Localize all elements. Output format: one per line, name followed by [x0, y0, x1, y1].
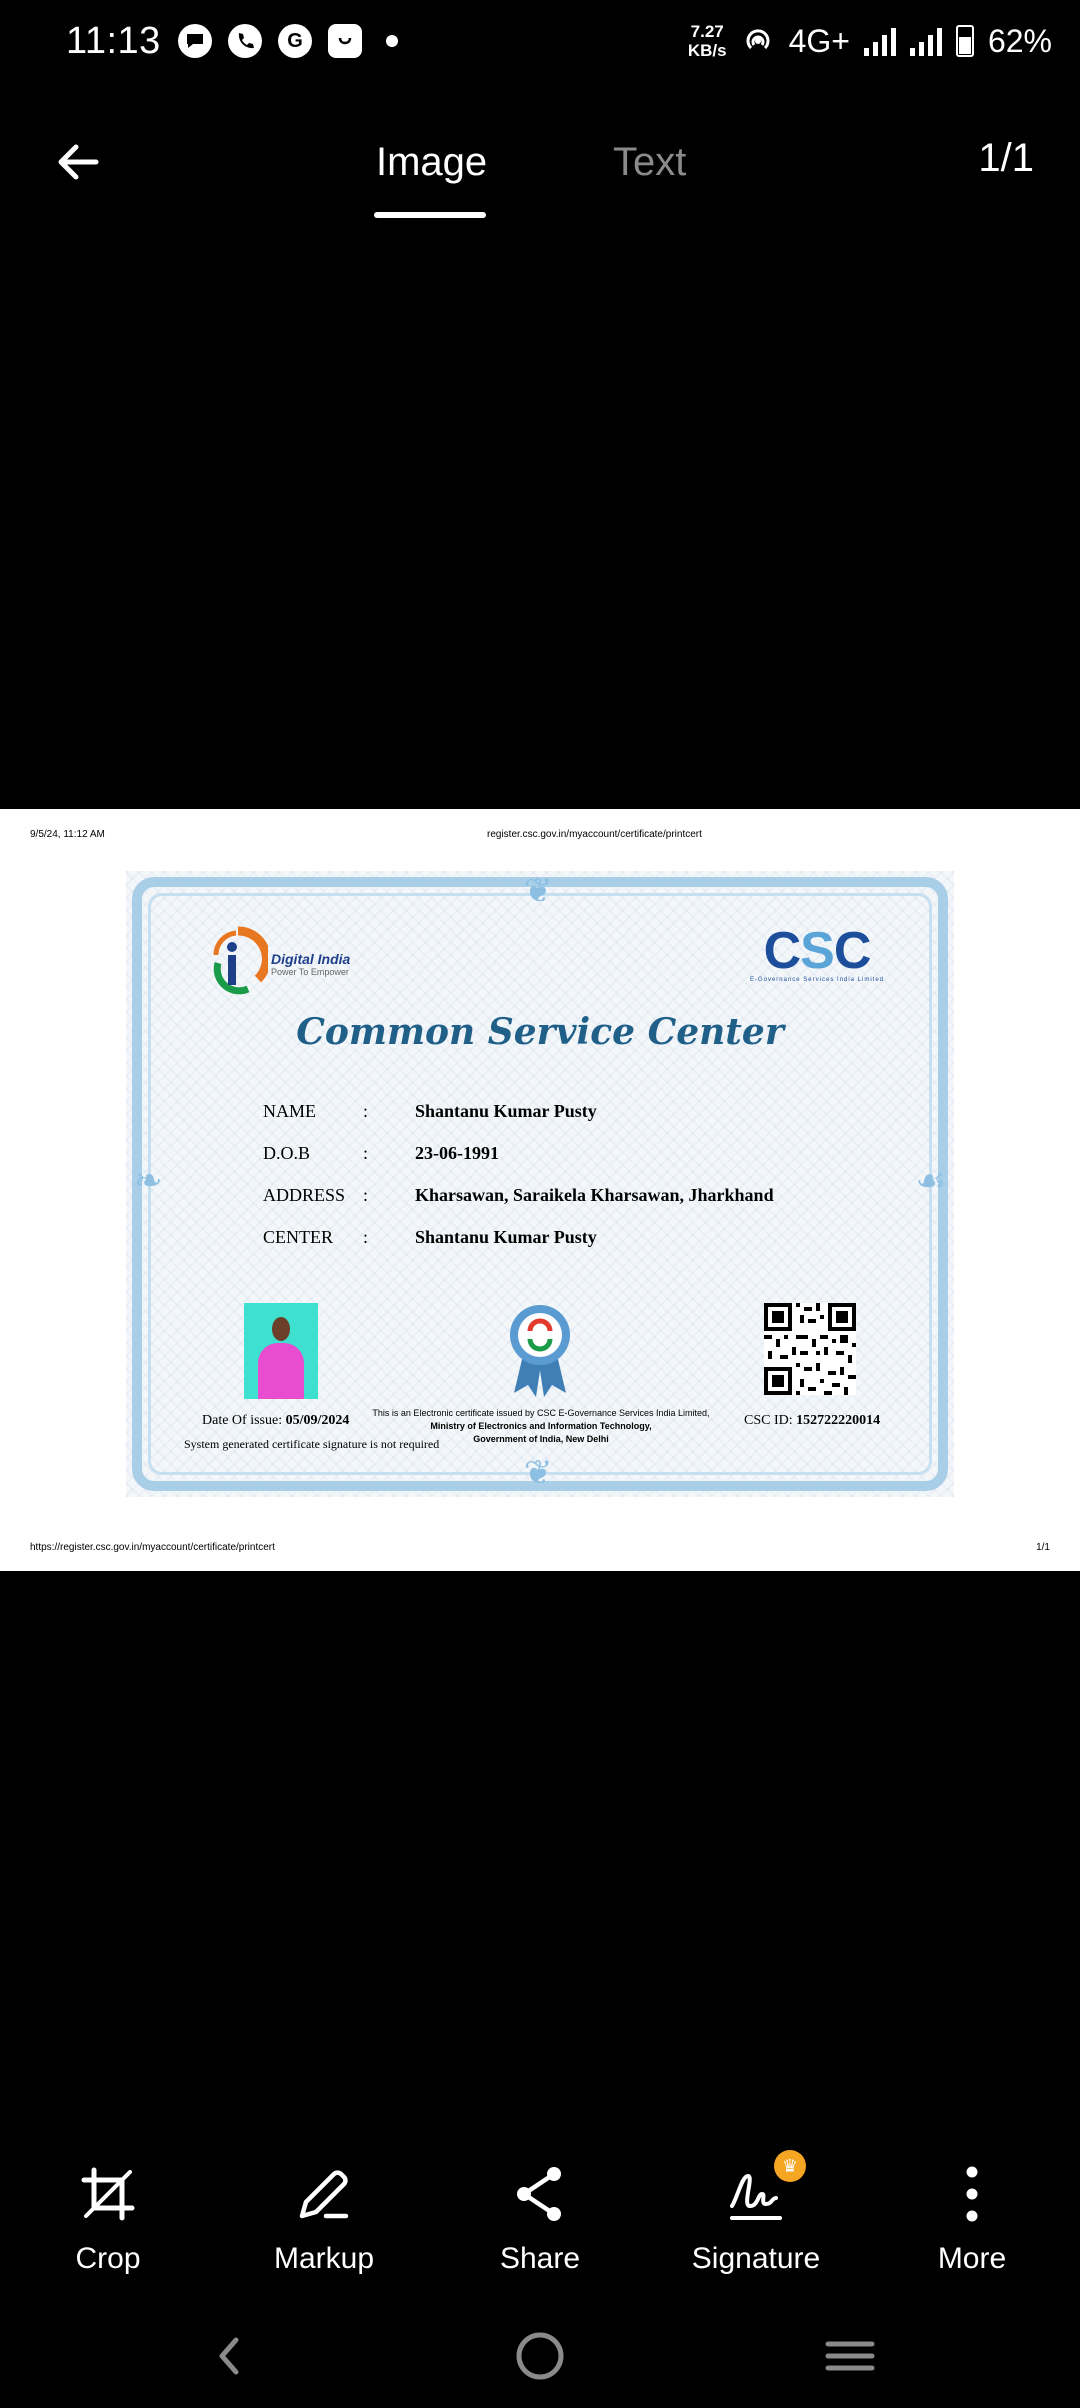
ornament-bottom-icon: ❦: [524, 1454, 553, 1492]
premium-crown-icon: ♛: [774, 2150, 806, 2182]
network-speed: [688, 22, 727, 60]
ornament-left-icon: ❧: [134, 1162, 163, 1200]
share-icon: [508, 2162, 572, 2226]
csc-id-label: CSC ID:: [744, 1413, 793, 1428]
digital-india-tagline: Power To Empower: [271, 967, 349, 977]
print-url-footer: https://register.csc.gov.in/myaccount/certificate/printcert: [30, 1542, 275, 1553]
digital-india-text: [271, 951, 350, 977]
certificate: [126, 871, 954, 1497]
system-indicators: [688, 22, 1052, 60]
award-seal-icon: [504, 1301, 576, 1397]
digital-india-title: Digital India: [271, 951, 351, 967]
qr-code-icon: [764, 1303, 856, 1395]
battery-icon: [956, 25, 974, 57]
back-button[interactable]: [48, 132, 108, 192]
system-generated-note: System generated certificate signature is not required: [184, 1437, 440, 1451]
google-icon: G: [278, 24, 312, 58]
electronic-note-line1: This is an Electronic certificate issued by CSC E-Governance Services India Limited,: [372, 1408, 710, 1418]
nav-home-button[interactable]: [510, 2326, 570, 2386]
markup-button[interactable]: [234, 2150, 414, 2276]
csc-id-value: 152722220014: [796, 1413, 881, 1428]
field-value: 23-06-1991: [415, 1143, 499, 1163]
certificate-title: Common Service Center: [296, 1011, 784, 1053]
status-bar: [0, 0, 1080, 90]
document-page[interactable]: [0, 809, 1080, 1571]
tab-text[interactable]: Text: [613, 140, 687, 184]
share-label: Share: [499, 2242, 581, 2275]
field-name: [263, 1101, 597, 1122]
more-vertical-icon: [940, 2162, 1004, 2226]
holder-photo: [244, 1303, 318, 1399]
menu-lines-icon: [820, 2326, 880, 2386]
field-colon: :: [363, 1227, 369, 1247]
field-colon: :: [363, 1185, 369, 1205]
network-speed-unit: KB/s: [687, 41, 727, 60]
person-silhouette-icon: [258, 1317, 304, 1399]
electronic-note-line2: Ministry of Electronics and Information Technology,: [430, 1421, 652, 1431]
share-button[interactable]: [450, 2150, 630, 2276]
home-circle-icon: [510, 2326, 570, 2386]
digital-india-logo-icon: [208, 925, 268, 997]
field-colon: :: [363, 1143, 369, 1163]
csc-logo-subtitle: E-Governance Services India Limited: [749, 977, 884, 983]
more-label: More: [937, 2242, 1007, 2275]
signal-icon: [910, 26, 942, 56]
ornament-right-icon: ☙: [915, 1162, 946, 1200]
nav-back-button[interactable]: [200, 2326, 260, 2386]
markup-label: Markup: [273, 2242, 375, 2275]
csc-id: [744, 1413, 880, 1429]
page-indicator: 1/1: [978, 136, 1034, 180]
field-dob: [263, 1143, 499, 1164]
field-label: NAME: [263, 1101, 316, 1121]
issue-date-label: Date Of issue:: [202, 1413, 283, 1428]
tab-image[interactable]: Image: [376, 140, 488, 184]
field-label: ADDRESS: [263, 1185, 346, 1205]
phone-call-icon: [228, 24, 262, 58]
top-app-bar: [0, 110, 1080, 230]
chat-bubble-icon: [178, 24, 212, 58]
field-value: Shantanu Kumar Pusty: [415, 1101, 597, 1121]
signature-button[interactable]: [666, 2150, 846, 2276]
field-label: D.O.B: [263, 1143, 311, 1163]
system-navigation-bar: [0, 2310, 1080, 2408]
arrow-left-icon: [48, 132, 108, 192]
crop-icon: [76, 2162, 140, 2226]
issue-date-value: 05/09/2024: [285, 1413, 350, 1428]
print-timestamp: 9/5/24, 11:12 AM: [30, 829, 105, 840]
dot-icon: [386, 35, 398, 47]
battery-percent: 62%: [987, 22, 1052, 59]
print-url-header: register.csc.gov.in/myaccount/certificate/printcert: [487, 829, 702, 840]
shopping-bag-icon: [328, 24, 362, 58]
field-value: Shantanu Kumar Pusty: [415, 1227, 597, 1247]
notification-icons: [178, 24, 398, 58]
electronic-certificate-note: [372, 1407, 710, 1446]
crop-button[interactable]: [18, 2150, 198, 2276]
field-address: [263, 1185, 774, 1206]
nav-recents-button[interactable]: [820, 2326, 880, 2386]
network-speed-value: 7.27: [690, 22, 724, 41]
pencil-icon: [292, 2162, 356, 2226]
chevron-left-icon: [200, 2326, 260, 2386]
bottom-toolbar: [0, 2150, 1080, 2290]
field-center: [263, 1227, 597, 1248]
more-button[interactable]: [882, 2150, 1062, 2276]
signature-label: Signature: [691, 2242, 821, 2275]
ornament-top-icon: ❦: [524, 872, 553, 910]
field-colon: :: [363, 1101, 369, 1121]
field-value: Kharsawan, Saraikela Kharsawan, Jharkhand: [415, 1185, 774, 1205]
active-tab-indicator: [374, 212, 486, 218]
hotspot-icon: [741, 24, 775, 58]
csc-logo: [749, 922, 884, 983]
issue-date: [202, 1413, 349, 1429]
network-type: 4G+: [788, 22, 850, 59]
crop-label: Crop: [75, 2242, 141, 2275]
print-page-number: 1/1: [1036, 1542, 1050, 1553]
signal-icon: [864, 26, 896, 56]
status-time: 11:13: [66, 20, 161, 62]
field-label: CENTER: [263, 1227, 333, 1247]
electronic-note-line3: Government of India, New Delhi: [473, 1434, 609, 1444]
csc-logo-text: CSC: [763, 922, 871, 980]
